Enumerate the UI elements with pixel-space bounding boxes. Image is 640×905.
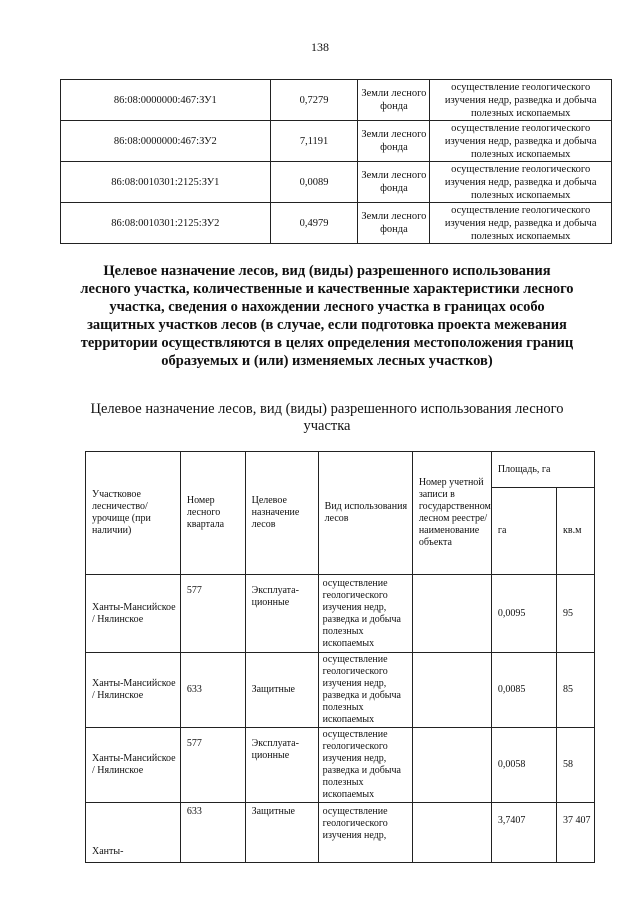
registry-cell (412, 653, 491, 728)
purpose-cell: Защитные (245, 803, 318, 863)
table-row (61, 203, 612, 244)
header-purpose: Целевое назначение лесов (245, 452, 318, 575)
table-row (86, 728, 595, 803)
land-category: Земли лесного фонда (358, 203, 430, 244)
parcel-area: 0,0089 (270, 162, 358, 203)
area-sqm-cell: 37 407 (556, 803, 594, 863)
table-row (86, 653, 595, 728)
use-type-cell: осуществление геологического изучения недр, разведка и добыча полезных ископаемых (318, 575, 412, 653)
section-heading: Целевое назначение лесов, вид (виды) разрешенного использования лесного участка, количественные и качественные характеристики лесного участка, сведения о нахождении лесного участка в границах особо защитных участков лесов (в случае, если подготовка проекта межевания территории осуществляются в целях определения местоположения границ образуемых и (или) изменяемых лесных участков) (80, 263, 574, 369)
table-row (86, 803, 595, 863)
registry-cell (412, 575, 491, 653)
table-row (61, 80, 612, 121)
purpose-cell: Эксплуата-ционные (245, 728, 318, 803)
permitted-use: осуществление геологического изучения недр, разведка и добыча полезных ископаемых (430, 203, 612, 244)
parcel-area: 0,7279 (270, 80, 358, 121)
header-area: Площадь, га (491, 452, 594, 488)
table-row (61, 121, 612, 162)
area-ha-cell: 0,0095 (491, 575, 556, 653)
area-sqm-cell: 85 (556, 653, 594, 728)
header-registry: Номер учетной записи в государственном лесном реестре/ наименование объекта (412, 452, 491, 575)
table-row (86, 575, 595, 653)
table-header-row (86, 452, 595, 488)
area-ha-cell: 0,0058 (491, 728, 556, 803)
cadastral-number: 86:08:0000000:467:ЗУ1 (61, 80, 271, 121)
header-use-type: Вид использования лесов (318, 452, 412, 575)
permitted-use: осуществление геологического изучения недр, разведка и добыча полезных ископаемых (430, 162, 612, 203)
header-forestry: Участковое лесничество/ урочище (при наличии) (86, 452, 181, 575)
cadastral-number: 86:08:0000000:467:ЗУ2 (61, 121, 271, 162)
area-sqm-cell: 95 (556, 575, 594, 653)
registry-cell (412, 728, 491, 803)
forestry-cell: Ханты-Мансийское / Нялинское (86, 575, 181, 653)
forest-purpose-table (85, 451, 595, 863)
quarter-cell: 633 (180, 653, 245, 728)
land-category: Земли лесного фонда (358, 80, 430, 121)
header-ha: га (491, 488, 556, 575)
land-category: Земли лесного фонда (358, 121, 430, 162)
use-type-cell: осуществление геологического изучения недр, разведка и добыча полезных ископаемых (318, 728, 412, 803)
purpose-cell: Защитные (245, 653, 318, 728)
parcel-area: 7,1191 (270, 121, 358, 162)
quarter-cell: 577 (180, 728, 245, 803)
parcels-table (60, 79, 612, 244)
cadastral-number: 86:08:0010301:2125:ЗУ1 (61, 162, 271, 203)
forestry-cell: Ханты- (86, 803, 181, 863)
forestry-cell: Ханты-Мансийское / Нялинское (86, 728, 181, 803)
registry-cell (412, 803, 491, 863)
table-row (61, 162, 612, 203)
forestry-cell: Ханты-Мансийское / Нялинское (86, 653, 181, 728)
section-subheading: Целевое назначение лесов, вид (виды) разрешенного использования лесного участка (90, 401, 564, 434)
area-ha-cell: 3,7407 (491, 803, 556, 863)
header-sqm: кв.м (556, 488, 594, 575)
quarter-cell: 577 (180, 575, 245, 653)
quarter-cell: 633 (180, 803, 245, 863)
land-category: Земли лесного фонда (358, 162, 430, 203)
page-number: 138 (311, 40, 329, 54)
use-type-cell: осуществление геологического изучения недр, разведка и добыча полезных ископаемых (318, 653, 412, 728)
area-ha-cell: 0,0085 (491, 653, 556, 728)
parcel-area: 0,4979 (270, 203, 358, 244)
purpose-cell: Эксплуата-ционные (245, 575, 318, 653)
use-type-cell: осуществление геологического изучения недр, (318, 803, 412, 863)
permitted-use: осуществление геологического изучения недр, разведка и добыча полезных ископаемых (430, 121, 612, 162)
area-sqm-cell: 58 (556, 728, 594, 803)
cadastral-number: 86:08:0010301:2125:ЗУ2 (61, 203, 271, 244)
header-quarter: Номер лесного квартала (180, 452, 245, 575)
permitted-use: осуществление геологического изучения недр, разведка и добыча полезных ископаемых (430, 80, 612, 121)
